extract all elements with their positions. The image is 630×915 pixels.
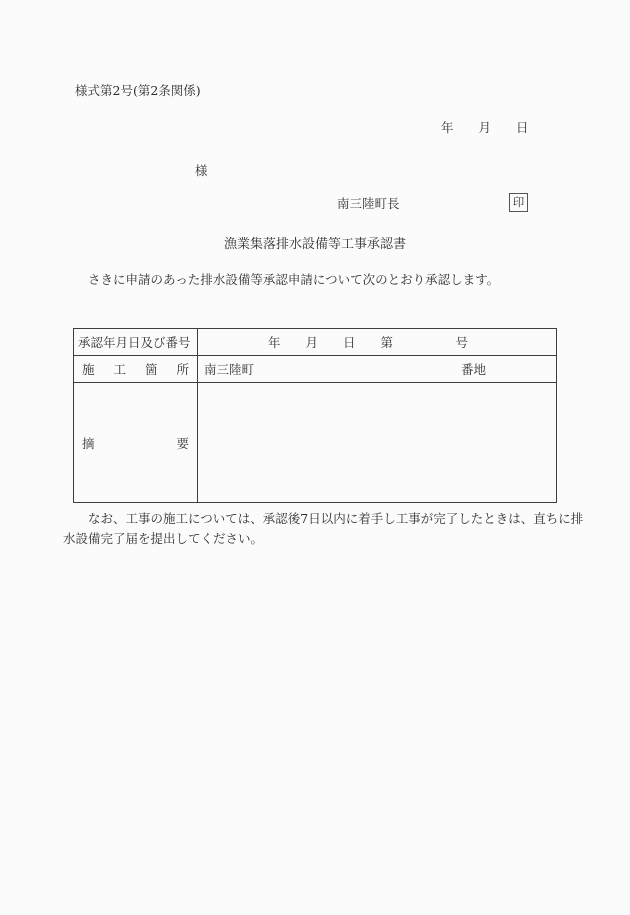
addressee-suffix: 様 — [195, 163, 208, 178]
date-blank-line: 年 月 日 — [441, 120, 529, 135]
construction-site-label-cell — [74, 356, 198, 383]
construction-site-value-cell — [198, 356, 557, 383]
site-town: 南三陸町 — [204, 362, 255, 377]
construction-site-value — [198, 360, 556, 378]
label-char: 要 — [176, 435, 189, 451]
issuer-title: 南三陸町長 — [337, 196, 400, 211]
seal-box — [509, 193, 528, 212]
construction-site-label — [74, 360, 197, 378]
approval-statement: さきに申請のあった排水設備等承認申請について次のとおり承認します。 — [88, 272, 500, 287]
form-number: 様式第2号(第2条関係) — [75, 83, 201, 98]
table-row-construction-site — [74, 356, 557, 383]
table-row-remarks — [74, 383, 557, 503]
completion-note — [63, 509, 583, 549]
remarks-label-cell — [74, 383, 198, 503]
label-char: 箇 — [144, 362, 158, 377]
approval-date-value: 年 月 日 第 号 — [268, 335, 469, 350]
completion-note-line2: 水設備完了届を提出してください。 — [63, 531, 264, 546]
approval-date-label: 承認年月日及び番号 — [78, 335, 191, 350]
label-char: 摘 — [82, 435, 95, 451]
completion-note-line1: なお、工事の施工については、承認後7日以内に着手し工事が完了したときは、直ちに排 — [88, 511, 584, 526]
label-char: 所 — [176, 362, 189, 377]
remarks-label — [74, 434, 197, 452]
seal-mark: 印 — [512, 194, 525, 209]
label-char: 工 — [113, 362, 126, 377]
approval-date-label-cell — [74, 329, 198, 356]
document-title: 漁業集落排水設備等工事承認書 — [223, 237, 406, 252]
approval-table — [73, 328, 557, 503]
table-row-approval-date — [74, 329, 557, 356]
label-char: 施 — [82, 362, 95, 377]
remarks-value-cell — [198, 383, 557, 503]
approval-date-value-cell — [198, 329, 557, 356]
site-lot-number-suffix: 番地 — [460, 362, 486, 377]
